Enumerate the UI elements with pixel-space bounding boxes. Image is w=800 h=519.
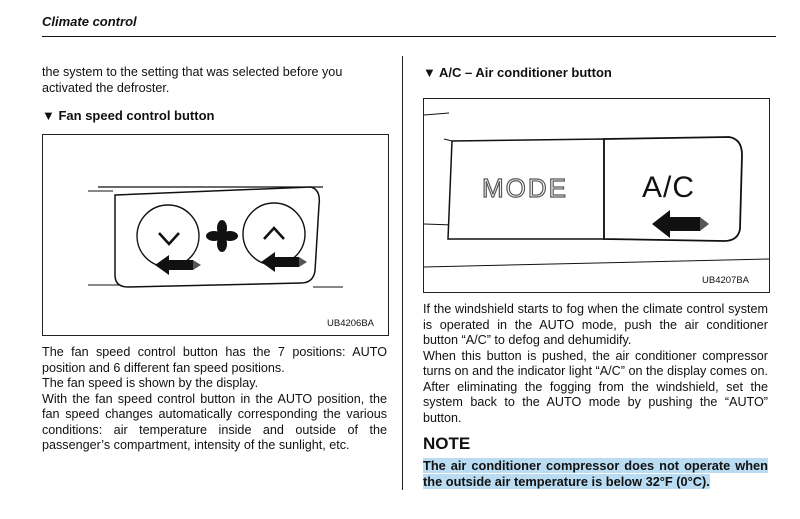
fan-section-title: ▼ Fan speed control button: [42, 108, 215, 123]
header-rule: [42, 36, 776, 37]
note-text: [423, 458, 768, 489]
ac-section-title: ▼ A/C – Air conditioner button: [423, 65, 612, 80]
fan-speed-figure: [42, 134, 389, 336]
paragraph: When this button is pushed, the air conditioner compressor turns on and the indicator light “A/C” on the display comes on. After eliminating the fogging from the windshield, set the system back to the AUTO mode by pushing the “AUTO” button.: [423, 348, 768, 425]
figure-code: UB4206BA: [327, 318, 375, 329]
svg-text:MODE: MODE: [482, 173, 568, 203]
intro-text: the system to the setting that was selected before you activated the defroster.: [42, 65, 343, 95]
paragraph: If the windshield starts to fog when the climate control system is operated in the AUTO mode, push the air conditioner button “A/C” to defog and dehumidify.: [423, 302, 768, 347]
paragraph: With the fan speed control button in the AUTO position, the fan speed changes automatically corresponding the various conditions: air temperature inside and outside of the passenger’s compartment, intensity of the sunlight, etc.: [42, 391, 387, 452]
svg-text:A/C: A/C: [642, 171, 696, 204]
note-title: NOTE: [423, 434, 471, 453]
ac-description: [423, 302, 768, 426]
highlighted-note: The air conditioner compressor does not operate when the outside air temperature is below 32°F (0°C).: [423, 458, 768, 489]
column-divider: [402, 56, 403, 490]
ac-button-figure: [423, 98, 770, 293]
page-header: Climate control: [42, 14, 137, 29]
figure-code: UB4207BA: [702, 275, 750, 286]
paragraph: The fan speed is shown by the display.: [42, 376, 259, 390]
paragraph: The fan speed control button has the 7 positions: AUTO position and 6 different fan speed positions.: [42, 345, 387, 375]
fan-description: [42, 345, 387, 454]
